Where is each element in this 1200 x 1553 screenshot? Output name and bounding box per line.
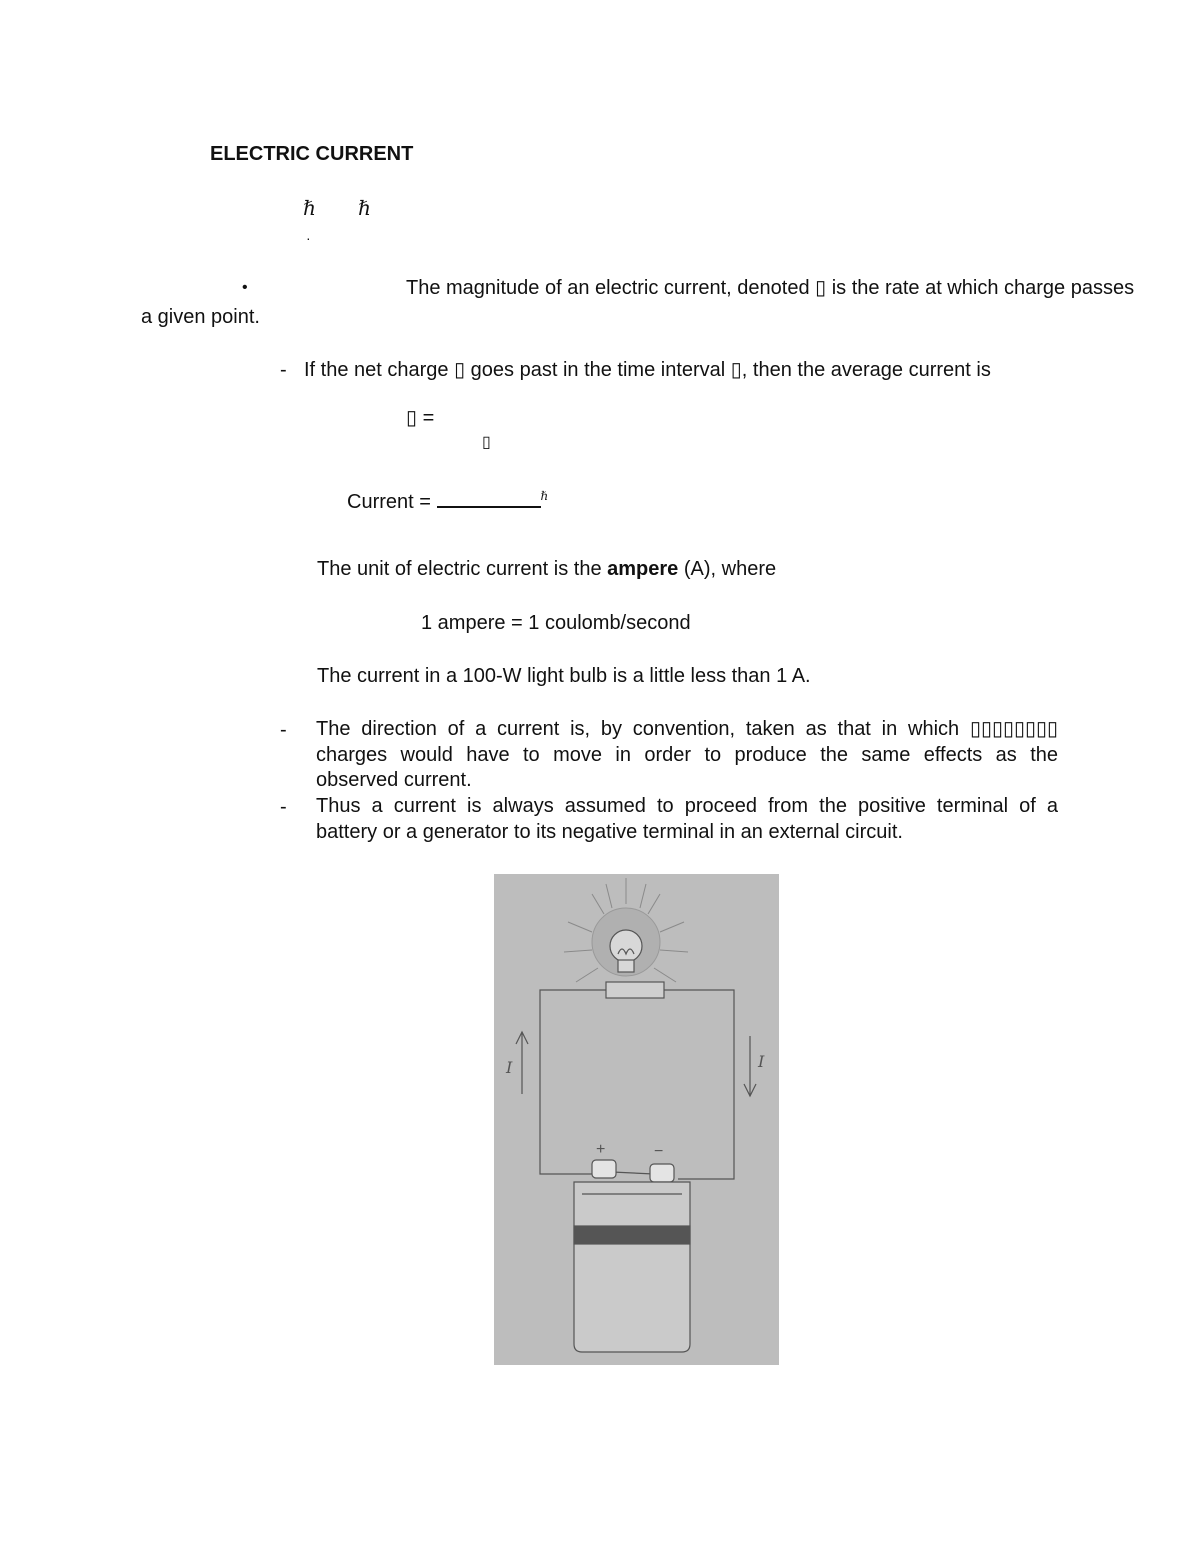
stray-dot: ·	[306, 230, 311, 246]
unit-bold: ampere	[607, 558, 679, 580]
dash-mark: -	[280, 359, 287, 381]
ampere-equation: 1 ampere = 1 coulomb/second	[421, 612, 691, 634]
page-title: ELECTRIC CURRENT	[210, 143, 414, 165]
bulb-sentence: The current in a 100-W light bulb is a little less than 1 A.	[317, 665, 811, 687]
fraction-blank	[437, 488, 541, 508]
bulb-socket	[606, 982, 664, 998]
dash-mark: -	[280, 796, 287, 818]
planck-symbol: ℏ	[303, 196, 316, 220]
average-current-text: If the net charge ▯ goes past in the time interval ▯, then the average current is	[304, 359, 991, 381]
unit-text: (A), where	[678, 558, 777, 580]
dash-mark: -	[280, 719, 287, 741]
formula-denominator: ▯	[482, 434, 491, 451]
current-arrow-up	[516, 1032, 528, 1094]
paragraph-line: Thus a current is always assumed to proceed from the positive terminal of a	[316, 795, 1058, 817]
minus-terminal-label: −	[654, 1143, 664, 1160]
circuit-illustration	[494, 874, 779, 1365]
terminal-paragraph	[316, 794, 1058, 845]
paragraph-line: observed current.	[316, 769, 472, 791]
planck-symbol: ℏ	[358, 196, 371, 220]
current-label: Current =	[347, 491, 431, 513]
current-equation	[347, 484, 548, 514]
plus-terminal-label: +	[596, 1141, 606, 1158]
formula-lhs: ▯ =	[406, 407, 435, 429]
planck-symbol: ℏ	[540, 489, 549, 503]
battery	[574, 1160, 690, 1352]
bullet-mark: •	[242, 279, 248, 296]
unit-sentence	[317, 557, 776, 581]
circuit-figure	[494, 874, 779, 1365]
current-label-right: I	[758, 1052, 765, 1071]
paragraph-line: The direction of a current is, by convention, taken as that in which ▯▯▯▯▯▯▯▯	[316, 718, 1058, 740]
paragraph-line: charges would have to move in order to produce the same effects as the	[316, 743, 1058, 766]
definition-line: The magnitude of an electric current, denoted ▯ is the rate at which charge passes	[406, 277, 1135, 299]
paragraph-line: battery or a generator to its negative terminal in an external circuit.	[316, 820, 903, 843]
current-arrow-down	[744, 1036, 756, 1096]
definition-line: a given point.	[141, 306, 260, 328]
direction-paragraph	[316, 717, 1058, 794]
unit-text: The unit of electric current is the	[317, 558, 608, 580]
circuit-wires	[540, 990, 734, 1179]
current-label-left: I	[506, 1058, 513, 1077]
